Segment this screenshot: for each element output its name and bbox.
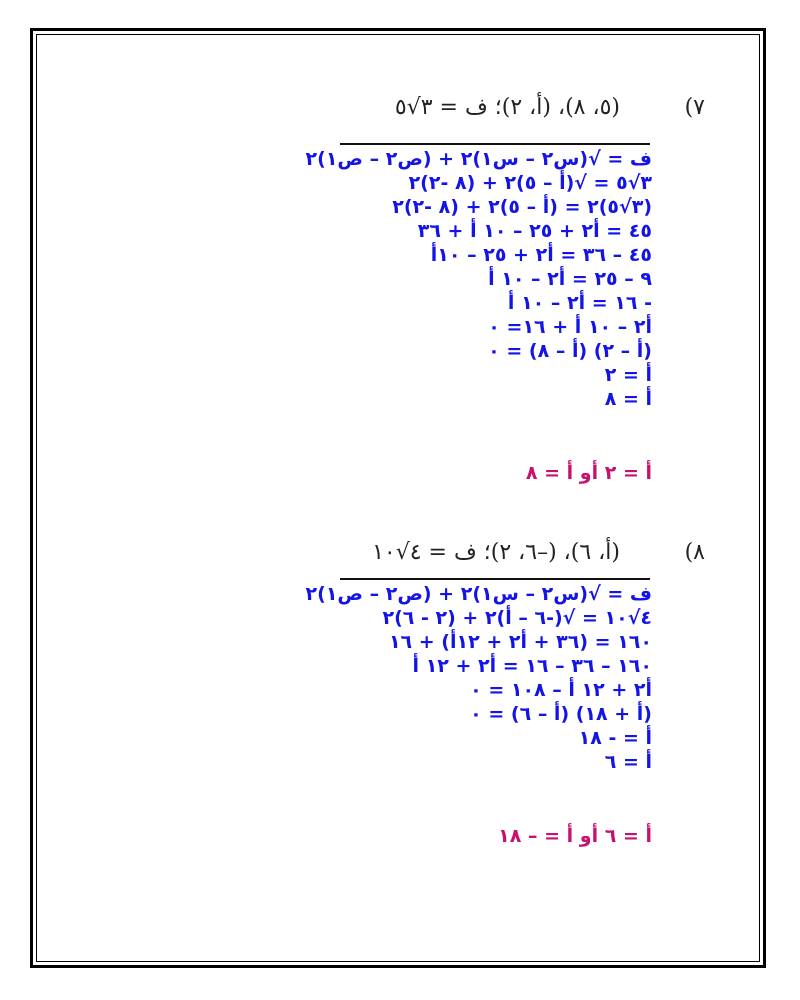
p8-step-2: ٤√١٠ = √(-٦ – أ)٢ + (٢ - ٦)٢ xyxy=(382,607,652,629)
problem-8-statement: (أ، ٦)، (–٦، ٢)؛ ف = ٤√١٠ xyxy=(372,540,620,565)
p7-step-7: - ١٦ = أ٢ – ١٠ أ xyxy=(507,292,652,314)
p7-step-9: (أ – ٢) (أ – ٨) = ٠ xyxy=(488,340,652,362)
problem-7-number: (٧ xyxy=(684,95,705,120)
p8-step-5: أ٢ + ١٢ أ – ١٠٨ = ٠ xyxy=(470,679,652,701)
p8-step-4: ١٦٠ – ٣٦ – ١٦ = أ٢ + ١٢ أ xyxy=(412,655,652,677)
p8-step-8: أ = ٦ xyxy=(604,751,652,773)
problem-7-statement: (٥، ٨)، (أ، ٢)؛ ف = ٣√٥ xyxy=(394,95,620,120)
p7-step-2: ٣√٥ = √(أ – ٥)٢ + (٨ -٢)٢ xyxy=(408,172,652,194)
p7-step-1: ف = √(س٢ – س١)٢ + (ص٢ – ص١)٢ xyxy=(305,148,652,170)
p7-step-4: ٤٥ = أ٢ + ٢٥ – ١٠ أ + ٣٦ xyxy=(417,220,652,242)
p7-step-8: أ٢ – ١٠ أ + ١٦= ٠ xyxy=(488,316,652,338)
problem-8-number: (٨ xyxy=(684,540,705,565)
formula-radical-bar-8 xyxy=(340,578,650,580)
p7-step-6: ٩ – ٢٥ = أ٢ – ١٠ أ xyxy=(488,268,652,290)
p7-step-5: ٤٥ – ٣٦ = أ٢ + ٢٥ – ١٠أ xyxy=(430,244,652,266)
p8-step-6: (أ + ١٨) (أ – ٦) = ٠ xyxy=(470,703,652,725)
p7-step-11: أ = ٨ xyxy=(604,388,652,410)
p8-final-answer: أ = ٦ أو أ = – ١٨ xyxy=(498,825,652,847)
formula-radical-bar-7 xyxy=(340,143,650,145)
p8-step-7: أ = - ١٨ xyxy=(578,727,652,749)
p7-final-answer: أ = ٢ أو أ = ٨ xyxy=(525,462,652,484)
p7-step-3: (٣√٥)٢ = (أ – ٥)٢ + (٨ -٢)٢ xyxy=(392,196,652,218)
p8-step-1: ف = √(س٢ – س١)٢ + (ص٢ – ص١)٢ xyxy=(305,583,652,605)
p8-step-3: ١٦٠ = (٣٦ + أ٢ + ١٢أ) + ١٦ xyxy=(388,631,652,653)
p7-step-10: أ = ٢ xyxy=(604,364,652,386)
